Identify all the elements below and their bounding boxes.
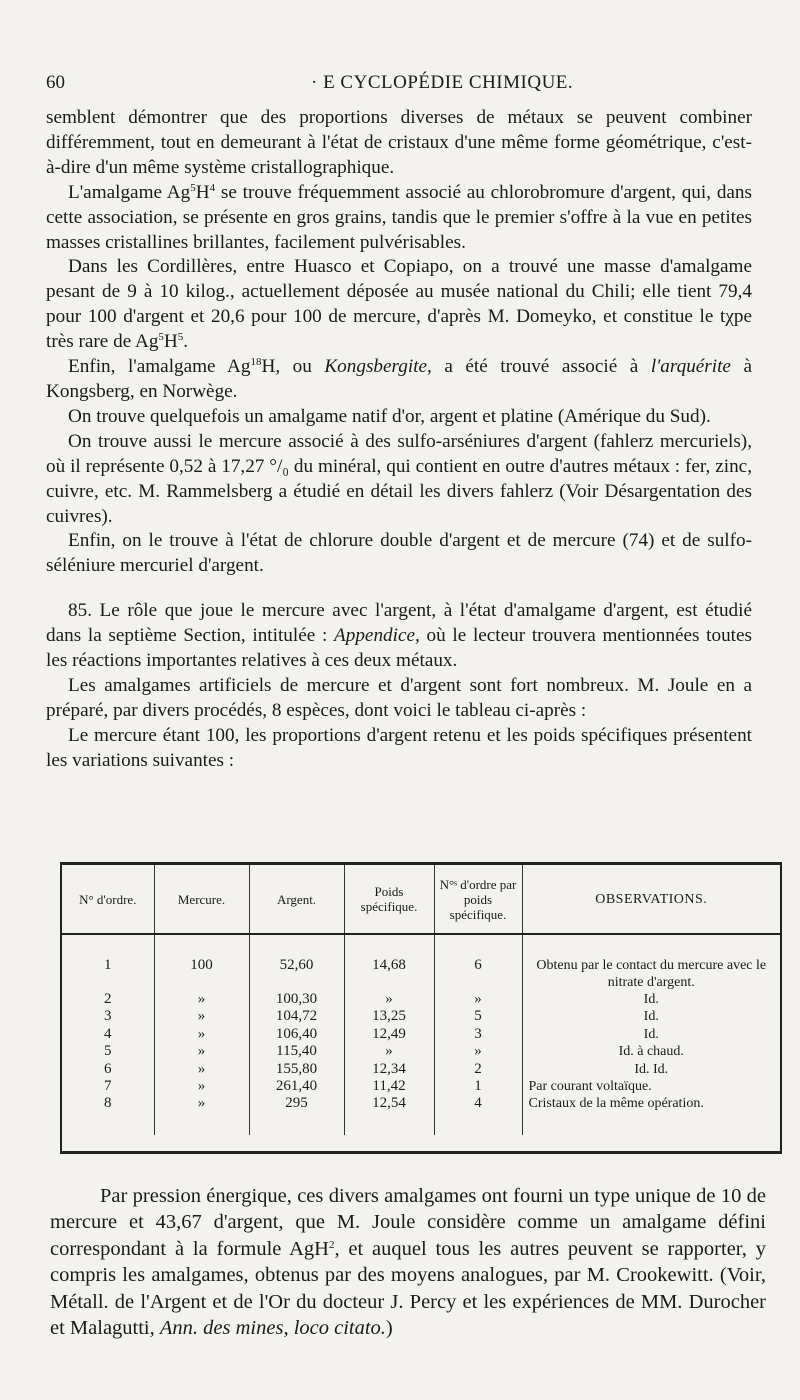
paragraph-9: Les amalgames artificiels de mercure et d'argent sont fort nombreux. M. Joule en a préparé, par divers procédés, 8 espèces, dont voici le tableau ci-après :: [46, 674, 752, 721]
b1-text-b: , et auquel tous les autres peuvent se rapporter, y compris les amalgames, obtenus par des moyens analogues, par M. Crookewitt. (Voir, Métall. de l'Argent et de l'Or du docteur J. Percy et les expériences de MM. Durocher et Malagutti,: [50, 1237, 766, 1340]
p4-text-c: a été trouvé associé à: [431, 356, 651, 378]
cell-argent: 100,30: [249, 991, 344, 1008]
cell-observation: Id.: [643, 992, 659, 1007]
p4-text-b: H, ou: [261, 356, 325, 378]
cell-n: 1: [62, 934, 154, 991]
cell-n: 6: [62, 1061, 154, 1078]
p4-text-a: Enfin, l'amalgame Ag: [68, 356, 251, 378]
cell-n: 4: [62, 1026, 154, 1043]
cell-poids: 12,49: [344, 1026, 434, 1043]
table-header-row: [62, 865, 780, 934]
p4-text-d: à Kongsberg, en Norwège.: [46, 356, 752, 402]
b1-text-c: ): [385, 1317, 393, 1340]
cell-n: 2: [62, 991, 154, 1008]
table-row: [62, 1026, 780, 1043]
cell-n: 8: [62, 1095, 154, 1112]
cell-poids: 14,68: [344, 934, 434, 991]
cell-ordre-poids: 6: [434, 934, 522, 991]
p2-text-c: se trouve fréquemment associé au chlorobromure d'argent, qui, dans cette association, se présente en gros grains, tandis que le premier s'offre à la vue en petites masses cristallines brillantes, facilement pulvérisables.: [46, 181, 752, 253]
table-spacer-row: [62, 1113, 780, 1135]
amalgam-table: [60, 862, 782, 1154]
cell-observation: Id. Id.: [634, 1061, 669, 1077]
p2-sup-2: 4: [209, 181, 216, 194]
cell-observation: Par courant voltaïque.: [528, 1079, 652, 1095]
header-ordre-poids: N°ˢ d'ordre par poids spécifique.: [434, 865, 522, 934]
cell-mercure: 100: [154, 934, 249, 991]
cell-argent: 104,72: [249, 1008, 344, 1025]
header-ordre: N° d'ordre.: [62, 865, 154, 934]
b1-italic: Ann. des mines, loco citato.: [159, 1317, 386, 1340]
cell-observation: Cristaux de la même opération.: [528, 1096, 704, 1112]
table-row: [62, 1078, 780, 1095]
cell-ordre-poids: »: [434, 991, 522, 1008]
header-poids: Poids spécifique.: [344, 865, 434, 934]
cell-poids: 12,54: [344, 1095, 434, 1112]
running-title: · E CYCLOPÉDIE CHIMIQUE.: [311, 72, 574, 93]
p4-italic-2: l'arquérite: [650, 356, 731, 378]
cell-ordre-poids: 5: [434, 1008, 522, 1025]
cell-argent: 155,80: [249, 1061, 344, 1078]
table-row: [62, 1061, 780, 1078]
amalgam-table-grid: [62, 865, 780, 1135]
closing-paragraph-text: [50, 1183, 766, 1341]
cell-poids: 11,42: [344, 1078, 434, 1095]
cell-n: 7: [62, 1078, 154, 1095]
cell-poids: »: [344, 991, 434, 1008]
b1-sup: 2: [328, 1238, 335, 1251]
cell-argent: 52,60: [249, 934, 344, 991]
p3-text-a: Dans les Cordillères, entre Huasco et Copiapo, on a trouvé une masse d'amalgame pesant de 9 à 10 kilog., actuellement déposée au musée national du Chili; elle tient 79,4 pour 100 d'argent et 20,6 pour 100 de mercure, d'après M. Domeyko, et constitue le tχpe très rare de Ag: [46, 256, 752, 353]
p8-text-a: 85. Le rôle que joue le mercure avec l'argent, à l'état d'amalgame d'argent, est étudié dans la septième Section, intitulée :: [46, 600, 752, 647]
header-mercure: Mercure.: [154, 865, 249, 934]
cell-n: 5: [62, 1043, 154, 1060]
paragraph-8: [46, 599, 752, 674]
p3-sup-2: 5: [177, 331, 184, 344]
paragraph-4: [46, 355, 752, 405]
p2-text-a: L'amalgame Ag: [68, 181, 191, 203]
cell-poids: 13,25: [344, 1008, 434, 1025]
cell-poids: 12,34: [344, 1061, 434, 1078]
page-number: 60: [46, 72, 65, 93]
body-text: [46, 106, 752, 774]
cell-observation: Id.: [643, 1009, 659, 1025]
p2-text-b: H: [195, 181, 210, 203]
cell-mercure: »: [154, 1061, 249, 1078]
paragraph-10: Le mercure étant 100, les proportions d'argent retenu et les poids spécifiques présentent les variations suivantes :: [46, 724, 752, 771]
p4-sup-1: 18: [250, 356, 262, 369]
paragraph-1: [46, 106, 752, 181]
cell-mercure: »: [154, 1026, 249, 1043]
p3-text-c: .: [183, 331, 189, 353]
cell-ordre-poids: 1: [434, 1078, 522, 1095]
p8-text-b: où le lecteur trouvera mentionnées toutes les réactions importantes relatives à ces deux métaux.: [46, 625, 752, 672]
cell-ordre-poids: 3: [434, 1026, 522, 1043]
paragraph-7: Enfin, on le trouve à l'état de chlorure double d'argent et de mercure (74) et de sulfo-séléniure mercuriel d'argent.: [46, 530, 752, 577]
p8-italic: Appendice,: [334, 625, 420, 647]
closing-paragraph: [50, 1183, 766, 1341]
paragraph-2: [46, 181, 752, 256]
cell-argent: 295: [249, 1095, 344, 1112]
cell-mercure: »: [154, 1095, 249, 1112]
cell-mercure: »: [154, 1078, 249, 1095]
b1-text-a: Par pression énergique, ces divers amalgames ont fourni un type unique de 10 de mercure et 43,67 d'argent, que M. Joule considère comme un amalgame défini correspondant à la formule AgH: [50, 1185, 766, 1260]
table-row: [62, 934, 780, 991]
cell-argent: 106,40: [249, 1026, 344, 1043]
cell-mercure: »: [154, 1008, 249, 1025]
cell-observation: Id. à chaud.: [618, 1044, 684, 1060]
cell-ordre-poids: »: [434, 1043, 522, 1060]
table-row: [62, 1043, 780, 1060]
table-row: [62, 1095, 780, 1112]
p3-text-b: H: [163, 331, 178, 353]
paragraph-6: On trouve aussi le mercure associé à des sulfo-arséniures d'argent (fahlerz mercuriels), où il représente 0,52 à 17,27 °/₀ du minéral, qui contient en outre d'autres métaux : fer, zinc, cuivre, etc. M. Rammelsberg a étudié en détail les divers fahlerz (Voir Désargentation des cuivres).: [46, 430, 752, 527]
cell-poids: »: [344, 1043, 434, 1060]
table-row: [62, 991, 780, 1008]
p2-sup-1: 5: [190, 181, 196, 194]
cell-argent: 261,40: [249, 1078, 344, 1095]
p3-sup-1: 5: [158, 331, 164, 344]
p4-italic-1: Kongsbergite,: [324, 356, 432, 378]
cell-mercure: »: [154, 1043, 249, 1060]
cell-observation: Id.: [643, 1026, 659, 1042]
cell-argent: 115,40: [249, 1043, 344, 1060]
paragraph-5: On trouve quelquefois un amalgame natif d'or, argent et platine (Amérique du Sud).: [68, 405, 711, 427]
cell-ordre-poids: 2: [434, 1061, 522, 1078]
table-row: [62, 1008, 780, 1025]
cell-observation: Obtenu par le contact du mercure avec le nitrate d'argent.: [536, 958, 767, 990]
header-argent: Argent.: [249, 865, 344, 934]
paragraph-1-text: semblent démontrer que des proportions diverses de métaux se peuvent combiner différemment, tout en demeurant à l'état de cristaux d'une même forme géométrique, c'est-à-dire d'un même système cristallographique.: [46, 107, 752, 178]
cell-n: 3: [62, 1008, 154, 1025]
header-observations: OBSERVATIONS.: [522, 865, 780, 934]
cell-ordre-poids: 4: [434, 1095, 522, 1112]
cell-mercure: »: [154, 991, 249, 1008]
paragraph-3: [46, 255, 752, 355]
page-header: [46, 72, 746, 100]
